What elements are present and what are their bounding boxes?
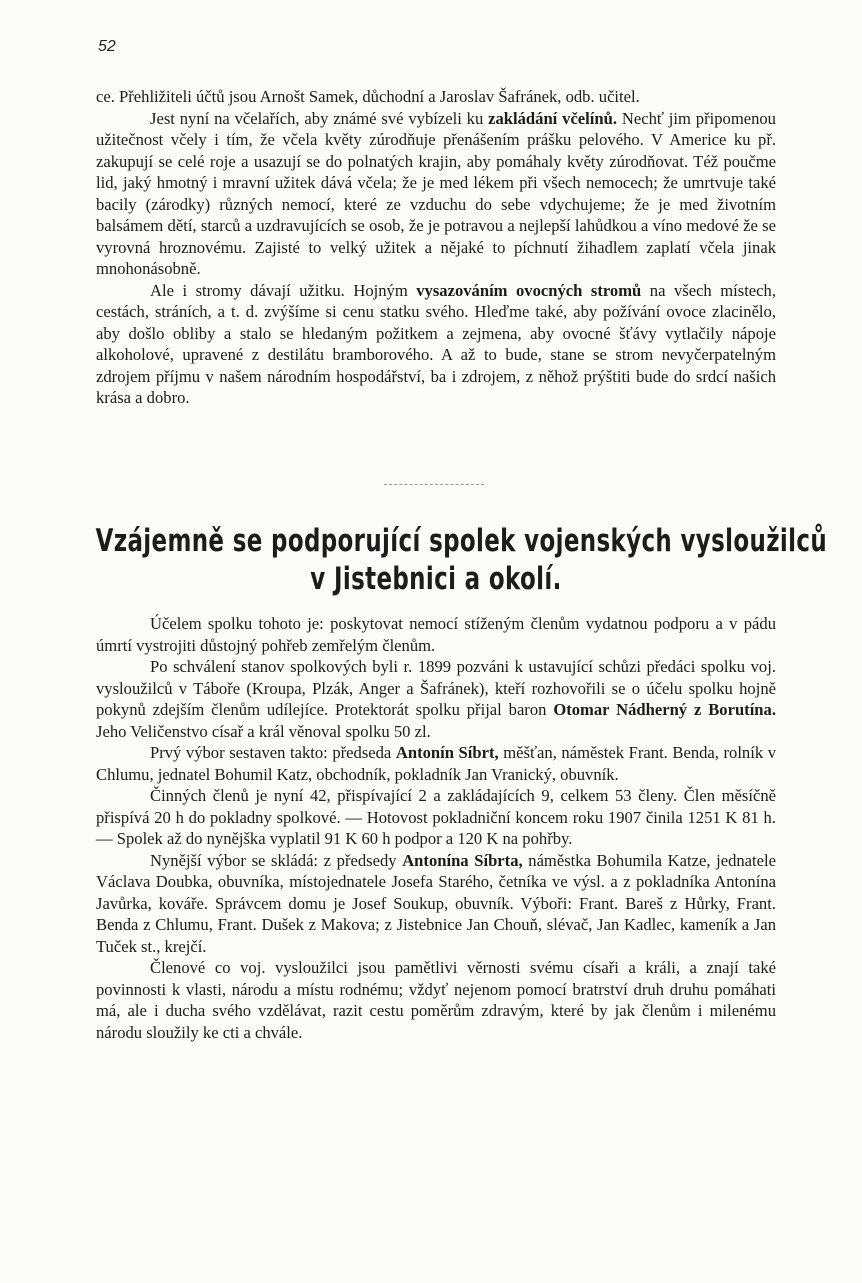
text-run: na všech místech, cestách, stráních, a t. d. zvýšíme si cenu statku svého. Hleďme také, aby požívání ovoce zlacinělo, aby došlo obliby a stalo se hledaným požitkem a zejmena, aby ovocné šťávy vytlačily nápoje alkoholové, upravené z destilátu bramborového. A až to bude, stane se strom nevyčerpatelným zdrojem příjmu v našem národním hospodářství, ba i zdrojem, z něhož prýštiti bude do srdcí našich krása a dobro. (96, 280, 776, 407)
bold-phrase: vysazováním ovocných stromů (416, 280, 642, 300)
section-divider (384, 484, 484, 485)
text-run: Prvý výbor sestaven takto: předseda (150, 743, 396, 762)
text-run: Nechť jim připomenou užitečnost včely i tím, že včela květy zúrodňuje přenášením prášku pelového. V Americe ku př. zakupují se celé roje a usazují se do polnatých krajin, aby pomáhaly květy zúrodňovat. Též poučme lid, jaký hmotný i mravní užitek dává včela; že je med lékem při všech nemocech; že umrtvuje také bacily (zárodky) různých nemocí, které ze vzduchu do sebe vdychujeme; že je med životním balsámem dětí, starců a uzdravujících se osob, že je potravou a nejlepší lahůdkou a víno medové že se vyrovná hroznovému. Zajisté to velký užitek a nějaké to píchnutí žihadlem zaplatí včela jinak mnohonásobně. (96, 108, 776, 278)
text-run: Jeho Veličenstvo císař a král věnoval spolku 50 zl. (96, 721, 431, 741)
section-heading (95, 522, 828, 598)
paragraph (96, 742, 776, 785)
article-continuation (96, 86, 776, 409)
paragraph (96, 280, 776, 409)
heading-line-2: v Jistebnici a okolí. (310, 561, 562, 597)
paragraph (96, 850, 776, 958)
text-run: Po schválení stanov spolkových byli r. 1899 pozváni k ustavující schůzi předáci spolku voj. vysloužilců v Táboře (Kroupa, Plzák, Anger a Šafránek), kteří rozhovořili se o účelu spolku hojně pokynů zdejším členům udílejíce. Protektorát spolku přijal baron (96, 657, 776, 719)
paragraph (96, 656, 776, 742)
text-run: měšťan, náměstek Frant. Benda, rolník v Chlumu, jednatel Bohumil Katz, obchodník, pokladník Jan Vranický, obuvník. (96, 743, 776, 784)
text-run: Ale i stromy dávají užitku. Hojným (150, 280, 417, 300)
text-run: Nynější výbor se skládá: z předsedy (150, 850, 403, 870)
paragraph (96, 785, 776, 850)
paragraph (96, 957, 776, 1043)
bold-phrase: Antonín Síbrt, (395, 743, 499, 762)
society-article (96, 613, 776, 1043)
text-run: Členové co voj. vysloužilci jsou pamětlivi věrnosti svému císaři a králi, a znají také povinnosti k vlasti, národu a místu rodnému; vždyť nejenom pomocí bratrství druh druhu pomáhati má, ale i ducha svého vzdělávat, razit cestu poměrům zdravým, které by jak členům i milenému národu sloužily ke cti a chvále. (96, 958, 776, 1042)
text-run: náměstka Bohumila Katze, jednatele Václava Doubka, obuvníka, místojednatele Josefa Starého, četníka ve výsl. a z pokladníka Antonína Javůrka, kováře. Správcem domu je Josef Soukup, obuvník. Výboři: Frant. Bareš z Hůrky, Frant. Benda z Chlumu, Frant. Dušek z Makova; z Jistebnice Jan Chouň, slévač, Jan Kadlec, kameník a Jan Tuček st., krejčí. (96, 850, 776, 956)
text-run: Účelem spolku tohoto je: poskytovat nemocí stíženým členům vydatnou podporu a v pádu úmrtí vystrojiti důstojný pohřeb zemřelým členům. (96, 614, 776, 655)
bold-phrase: Antonína Síbrta, (402, 850, 523, 870)
paragraph (96, 613, 776, 656)
page-number: 52 (98, 38, 116, 55)
paragraph (96, 108, 776, 280)
bold-phrase: Otomar Nádherný z Borutína. (553, 700, 776, 719)
text-run: Jest nyní na včelařích, aby známé své vybízeli ku (150, 108, 489, 128)
bold-phrase: zakládání včelínů. (488, 108, 617, 128)
text-run: ce. Přehližiteli účtů jsou Arnošt Samek, důchodní a Jaroslav Šafránek, odb. učitel. (96, 87, 640, 106)
heading-line-1: Vzájemně se podporující spolek vojenských vysloužilců (95, 523, 828, 559)
paragraph (96, 86, 776, 108)
text-run: Činných členů je nyní 42, přispívající 2 a zakládajících 9, celkem 53 členy. Člen měsíčně přispívá 20 h do pokladny spolkové. — Hotovost pokladniční koncem roku 1907 činila 1251 K 81 h. — Spolek až do nynějška vyplatil 91 K 60 h podpor a 120 K na pohřby. (96, 786, 776, 848)
